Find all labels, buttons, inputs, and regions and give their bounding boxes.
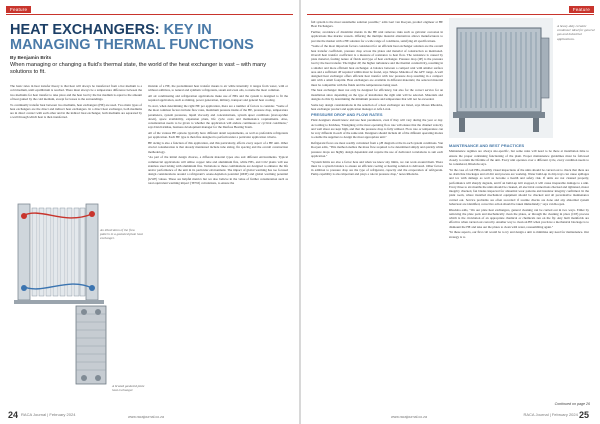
paragraph: Rhodoba adds, "On our plate heat exchangers, general cleaning can be carried out in two ways. Either by removing the plate pack and mechanically clean the plates, or through the cleaning in place (CIP) process which is the circulation of an appropriate chemical or chemicals run on the fly. Any built manifolds are effective when carried out correctly. Another way to clean an HE when you have a mechanical blockage is to dismount the HE and take out the plates to clean with water, reassembling again." xyxy=(449,207,589,229)
article-column-1 xyxy=(10,84,142,194)
folio-right xyxy=(523,410,592,420)
paragraph: "In these aspects, our first call would be to try and design a unit to minimise any need for maintenance. Our strategy is to xyxy=(449,230,589,239)
figure-caption: A brazed gasketed plate heat exchanger. xyxy=(112,384,145,393)
paragraph: "In the case of coil HEs, monthly visual inspections of the units should be carried out to check that there are no drain line blockages and all dirt and process are working. Water build-up in drip trays can cause spillages and ice with damage as well as become a health and safety risk. If units are not cleaned properly, performance will sharply degrade, and if an build-up isn't stopped, it will cause irreparable damage to a unit. Every three to six months the units should be cleaned, all electrical connections checked and tightened, motor integrity checked, fan blades inspected for abnormal wear patterns and insulator integrity confirmed. In the plant room, where installed mechanical equipment should be checked and all preventative maintenance carried out. Service problems are often recorded: if routine checks are done and any abnormal system behaviour are identified, corrective action should be taken immediately," says van Rooyen. xyxy=(449,167,589,206)
page-title xyxy=(10,23,290,53)
paragraph: Outside of a HE, the predominant heat transfer means is air while internally it ranges from water, with or without additives, to natural and synthetic refrigerants, steam and even oils, to name the most common. xyxy=(148,84,288,93)
paragraph: To start, when determining the right HE per application, there are a number of factors to consider. "Some of the most common factors include flow rates, maximum pressure inside of the HE, pressure drop, temperature parameters, system pressures, liquid viscosity and concentrations, system upset conditions (start-up/shut down), space availability, expansion plans, life cycle costs and maintenance requirements. Also, consideration needs to be given to whether the application will endure continuous or cyclical conditions," says Dan Kickhau, business development manager for the Danfoss Heating Team. xyxy=(148,104,288,130)
paragraph: Maintenance regimes are always site-specific, but some rules will need to be there at installation time to ensure the proper continuing functioning of the plant. Proper maintenance guidelines must be followed closely to retain the lifetime of the unit. Every unit operates over a different cycle, every condition needs to be considered, Rhodoba says. xyxy=(449,149,589,166)
left-page xyxy=(0,0,299,424)
continued-note: Continued on page 26 xyxy=(554,402,590,406)
folio-left xyxy=(8,410,75,420)
paragraph: All of the various HE options typically have different detail requirements, as well as preferable refrigerants per application. Each HE type is then fine designed to perform under a particular application criteria. xyxy=(148,131,288,140)
paragraph: Refrigerant flows are most readily calculated from a pH diagram at the in each system conditions. Van Rooyen adds, "This method enables the mass flow required to be determined simply and quickly while pressure drops are highly design dependent and require the use of dedicated correlations to suit each application." xyxy=(311,141,443,158)
title-kicker: HEAT EXCHANGERS: xyxy=(10,22,160,38)
paragraph: Plant designers should know and use heat parameters, even if they will vary during the year or day. According to Kickhau, "Designing at the most operating flow rate will ensure that the channel velocity and wall shear are kept high, and that the pressure drop is fully utilised. Flow rate or temperature can be very different in each of the same unit. Designers should include all of the different operating modes to enable the suppliers to design the most appropriate unit." xyxy=(311,118,443,140)
paragraph: The heat exchanger must not only be designed for efficiency, but also for the correct service for an installation since depending on the type of installation the right unit will be selected. Materials and designs do this by determining the minimum pressure and temperature that will not be exceeded. xyxy=(311,88,443,101)
paragraph: Further, avoidance of dissimilar metals in the HE unit removes risks such as galvanic corrosion in applications like marine vessels. Offering the multiple material alternatives allows manufacturers to provide the market with a HE solution for a wide range of conditions, satisfying all specifications. xyxy=(311,30,443,43)
paragraph: "As part of the initial design choices, a different material types also suit different environments. Typical commercial applications will utilise copper tube and aluminium fins, while HFs, and CO2 plants will use stainless steel tubing with aluminium fins. Variations to these combinations are designed to enhance the life and/or performance of the unit in its particular environment. The impact of global warming has too focused design considerations around a refrigerant's ozone-depletion potential (ODP) and global warming potential (GWP) values. These are helpful metrics but we also believe in the value of further consideration such as total equivalent warming impact (TEWI) calculations, to ensure the xyxy=(148,155,288,185)
issue-label: RACA Journal | February 2024 xyxy=(523,412,578,418)
website-label: www.racajournal.co.za xyxy=(128,415,164,419)
condenser-photo xyxy=(449,18,553,138)
paragraph: "Some of the most important factors considered for an efficient heat exchanger solution are the overall heat transfer coefficient, pressure drop across the plates and material of construction as mentioned. Overall heat transfer coefficient is a measure of resistance to heat flow. The resistance is caused by plate material, fouling nature of fluids and type of heat exchanger. Pressure drop (dP) is the pressure lost by the heat transfer. The higher dP, the higher turbulence and the thermal conductivity, resulting in a smaller and more efficient heat exchanger. A balance between a compact unit with smaller surface area and a sufficient dP required within must be found, says Tshepo Malema of the APV range. A well designed heat exchanger offers efficient heat transfer with low pressure drop resulting in a compact unit with a small footprint. Heat exchangers are available in different materials; the selected material must be compatible with the fluids and the temperatures being used. xyxy=(311,44,443,87)
brazed-plate-exchanger-photo xyxy=(68,300,116,390)
title-rest: KEY IN MANAGING THERMAL FUNCTIONS xyxy=(10,22,254,53)
paragraph: "System limits are also a factor here and when we know any limits, we can work around them. There must be a system balance to ensure an efficient cooling or heating solution is delivered. Other factors in addition to pressure drop are the type of refrigerant, capacity and the evaporation of refrigerant. Pump capability is also important and plays a role in pressure drop," notes Rhodoba. xyxy=(311,159,443,177)
paragraph: The basic rules in heat transfer theory is that heat will always be transferred from a hot medium to a cold medium, until equilibrium is reached. There must always be a temperature difference between the two mediums for heat transfer to take place and the heat lost by the hot medium is equal to the amount of heat gained by the cold medium, except for losses to the surroundings. xyxy=(10,84,142,101)
issue-label: RACA Journal | February 2024 xyxy=(21,412,76,418)
page-number: 25 xyxy=(578,410,589,420)
paragraph: full system is the most sustainable solution possible," adds Gert van Rooyen, product engineer at HE Heat Exchangers. xyxy=(311,20,443,29)
section-subhead: PRESSURE DROP AND FLOW RATES xyxy=(311,112,383,117)
paragraph: To continually transfer heat between two mediums, heat exchangers (HE) are used. Two main types of heat exchangers are the direct and indirect heat exchangers. In a direct heat exchanger, both mediums are in direct contact with each other and in the indirect heat exchanger, both mediums are separated by a wall through which heat is then transferred. xyxy=(10,102,142,120)
figure-caption: A heavy-duty ceramic condenser ideal for general gas and industrial applications. xyxy=(557,24,595,41)
standfirst: When managing or changing a fluid's thermal state, the world of the heat exchanger is vast – with many solutions to fit. xyxy=(10,62,267,75)
paragraph: HE sizing is also a function of this application, and this particularly, affects every aspect of a HE unit. Other crucial consideration is that already mentioned include tube sizing, fin spacing and the overall construction methodology. xyxy=(148,141,288,154)
byline: By Benjamin Brits xyxy=(10,56,52,61)
article-column-2 xyxy=(148,84,288,408)
section-tab: Feature xyxy=(6,6,31,13)
section-subhead: MAINTENANCE AND BEST PRACTICES xyxy=(449,143,525,148)
plate-heat-exchanger-illustration xyxy=(12,196,107,308)
figure-caption: An illustration of the flow pattern in a gasketed plate heat exchanger. xyxy=(100,228,143,241)
paragraph: Some key design considerations in the selection of a heat exchanger are listed, says Moses Rhodoba, heat exchanger product and application manager at Alfa Laval. xyxy=(311,102,443,111)
right-page xyxy=(301,0,600,424)
header-rule xyxy=(6,14,293,15)
page-number: 24 xyxy=(8,410,19,420)
section-tab: Feature xyxy=(569,6,594,13)
paragraph: All air conditioning and refrigeration applications make use of HEs and the system is designed to fit the required application, such as mining, power generation, military, transport and general heat cooling. xyxy=(148,94,288,103)
header-rule xyxy=(307,14,594,15)
website-label: www.racajournal.co.za xyxy=(391,415,427,419)
article-column-4 xyxy=(449,142,589,400)
article-column-3 xyxy=(311,20,443,408)
